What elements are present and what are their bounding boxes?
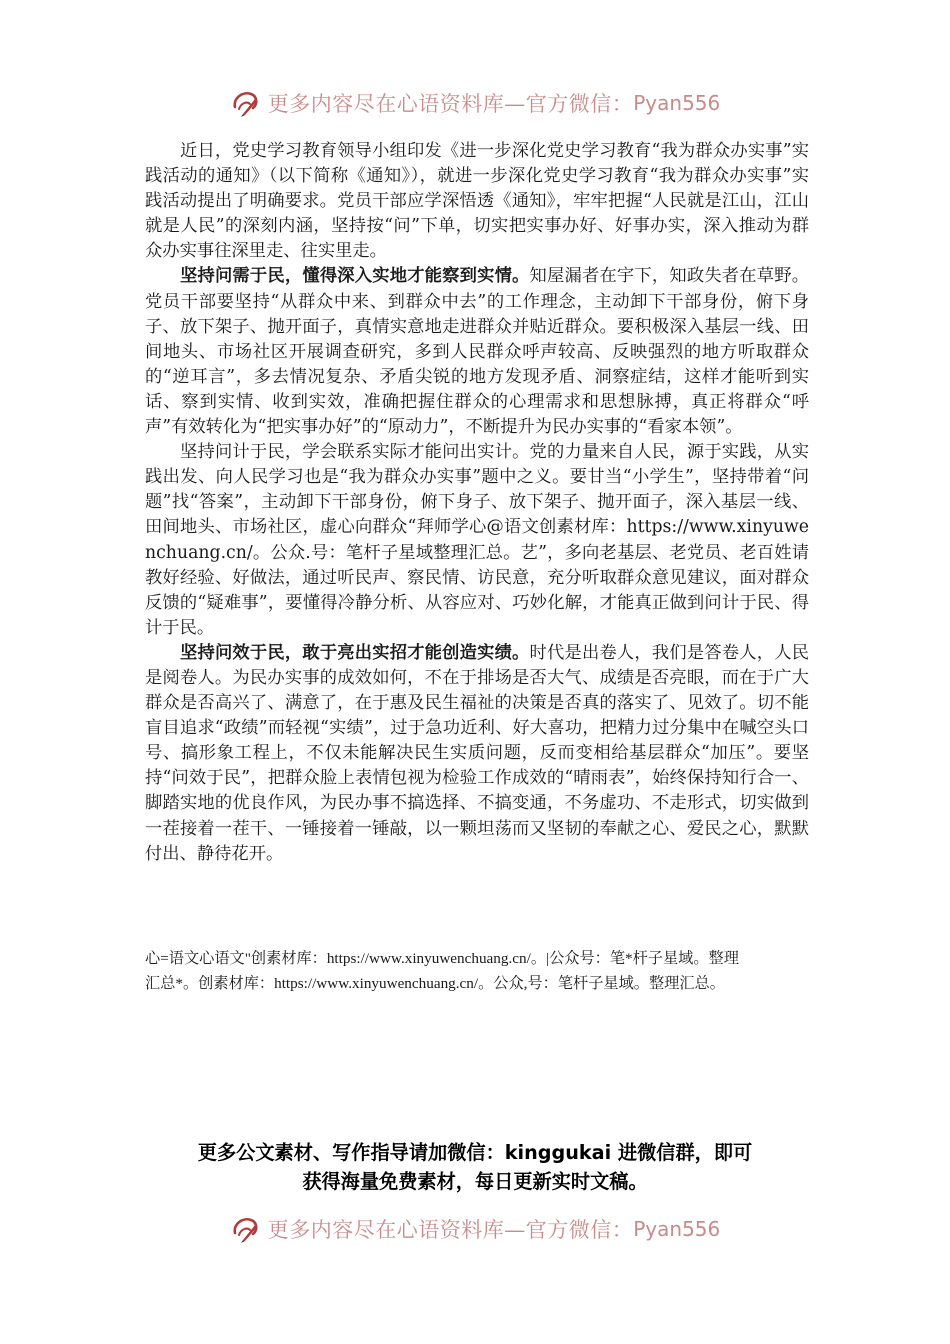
source-note-line: 汇总*。创素材库：https://www.xinyuwenchuang.cn/。公众,号：笔杆子星域。整理汇总。 xyxy=(145,975,725,992)
promo-text xyxy=(0,1138,950,1196)
pen-swirl-logo-icon xyxy=(230,1213,262,1245)
footer-banner xyxy=(0,1212,950,1246)
source-note xyxy=(145,946,809,996)
pen-swirl-logo-icon xyxy=(230,87,262,119)
header-banner xyxy=(0,86,950,120)
paragraph-heading: 坚持问效于民，敢于亮出实招才能创造实绩。 xyxy=(180,642,530,663)
source-note-line: 心=语文心语文"创素材库：https://www.xinyuwenchuang.cn/。|公众号：笔*杆子星域。整理 xyxy=(145,950,739,967)
paragraph-heading: 坚持问需于民，懂得深入实地才能察到实情。 xyxy=(180,266,530,287)
paragraph-ask-needs: 坚持问需于民，懂得深入实地才能察到实情。知屋漏者在宇下，知政失者在草野。党员干部要坚持“从群众中来、到群众中去”的工作理念，主动卸下干部身份，俯下身子、放下架子、抛开面子，真情实意地走进群众并贴近群众。要积极深入基层一线、田间地头、市场社区开展调查研究，多到人民群众呼声较高、反映强烈的地方听取群众的“逆耳言”，多去情况复杂、矛盾尖锐的地方发现矛盾、洞察症结，这样才能听到实话、察到实情、收到实效，准确把握住群众的心理需求和思想脉搏，真正将群众“呼声”有效转化为“把实事办好”的“原动力”，不断提升为民办实事的“看家本领”。 xyxy=(145,266,809,438)
banner-text: 更多内容尽在心语资料库—官方微信： xyxy=(267,92,634,116)
paragraph-ask-results: 坚持问效于民，敢于亮出实招才能创造实绩。时代是出卷人，我们是答卷人，人民是阅卷人。为民办实事的成效如何，不在于排场是否大气、成绩是否亮眼，而在于广大群众是否高兴了、满意了，在于惠及民生福祉的决策是否真的落实了、见效了。切不能盲目追求“政绩”而轻视“实绩”，过于急功近利、好大喜功，把精力过分集中在喊空头口号、搞形象工程上，不仅未能解决民生实质问题，反而变相给基层群众“加压”。要坚持“问效于民”，把群众脸上表情包视为检验工作成效的“晴雨表”，始终保持知行合一、脚踏实地的优良作风，为民办事不搞选择、不搞变通，不务虚功、不走形式，切实做到一茬接着一茬干、一锤接着一锤敲，以一颗坦荡而又坚韧的奉献之心、爱民之心，默默付出、静待花开。 xyxy=(145,642,809,864)
promo-line: 获得海量免费素材，每日更新实时文稿。 xyxy=(302,1170,648,1193)
banner-wechat-id: Pyan556 xyxy=(633,91,721,115)
banner-wechat-id: Pyan556 xyxy=(633,1217,721,1241)
promo-line: 更多公文素材、写作指导请加微信：kinggukai 进微信群，即可 xyxy=(197,1141,753,1164)
banner-text: 更多内容尽在心语资料库—官方微信： xyxy=(267,1218,634,1242)
article-body xyxy=(145,139,809,867)
paragraph-intro: 近日，党史学习教育领导小组印发《进一步深化党史学习教育“我为群众办实事”实践活动的通知》（以下简称《通知》），就进一步深化党史学习教育“我为群众办实事”实践活动提出了明确要求。党员干部应学深悟透《通知》，牢牢把握“人民就是江山，江山就是人民”的深刻内涵，坚持按“问”下单，切实把实事办好、好事办实，深入推动为群众办实事往深里走、往实里走。 xyxy=(145,141,809,262)
paragraph-ask-plans: 坚持问计于民，学会联系实际才能问出实计。党的力量来自人民，源于实践，从实践出发、向人民学习也是“我为群众办实事”题中之义。要甘当“小学生”，坚持带着“问题”找“答案”，主动卸下干部身份，俯下身子、放下架子、抛开面子，深入基层一线、田间地头、市场社区，虚心向群众“拜师学心@语文创素材库：https://www.xinyuwenchuang.cn/。公众.号：笔杆子星域整理汇总。艺”，多向老基层、老党员、老百姓请教好经验、好做法，通过听民声、察民情、访民意，充分听取群众意见建议，面对群众反馈的“疑难事”，要懂得冷静分析、从容应对、巧妙化解，才能真正做到问计于民、得计于民。 xyxy=(145,442,809,638)
